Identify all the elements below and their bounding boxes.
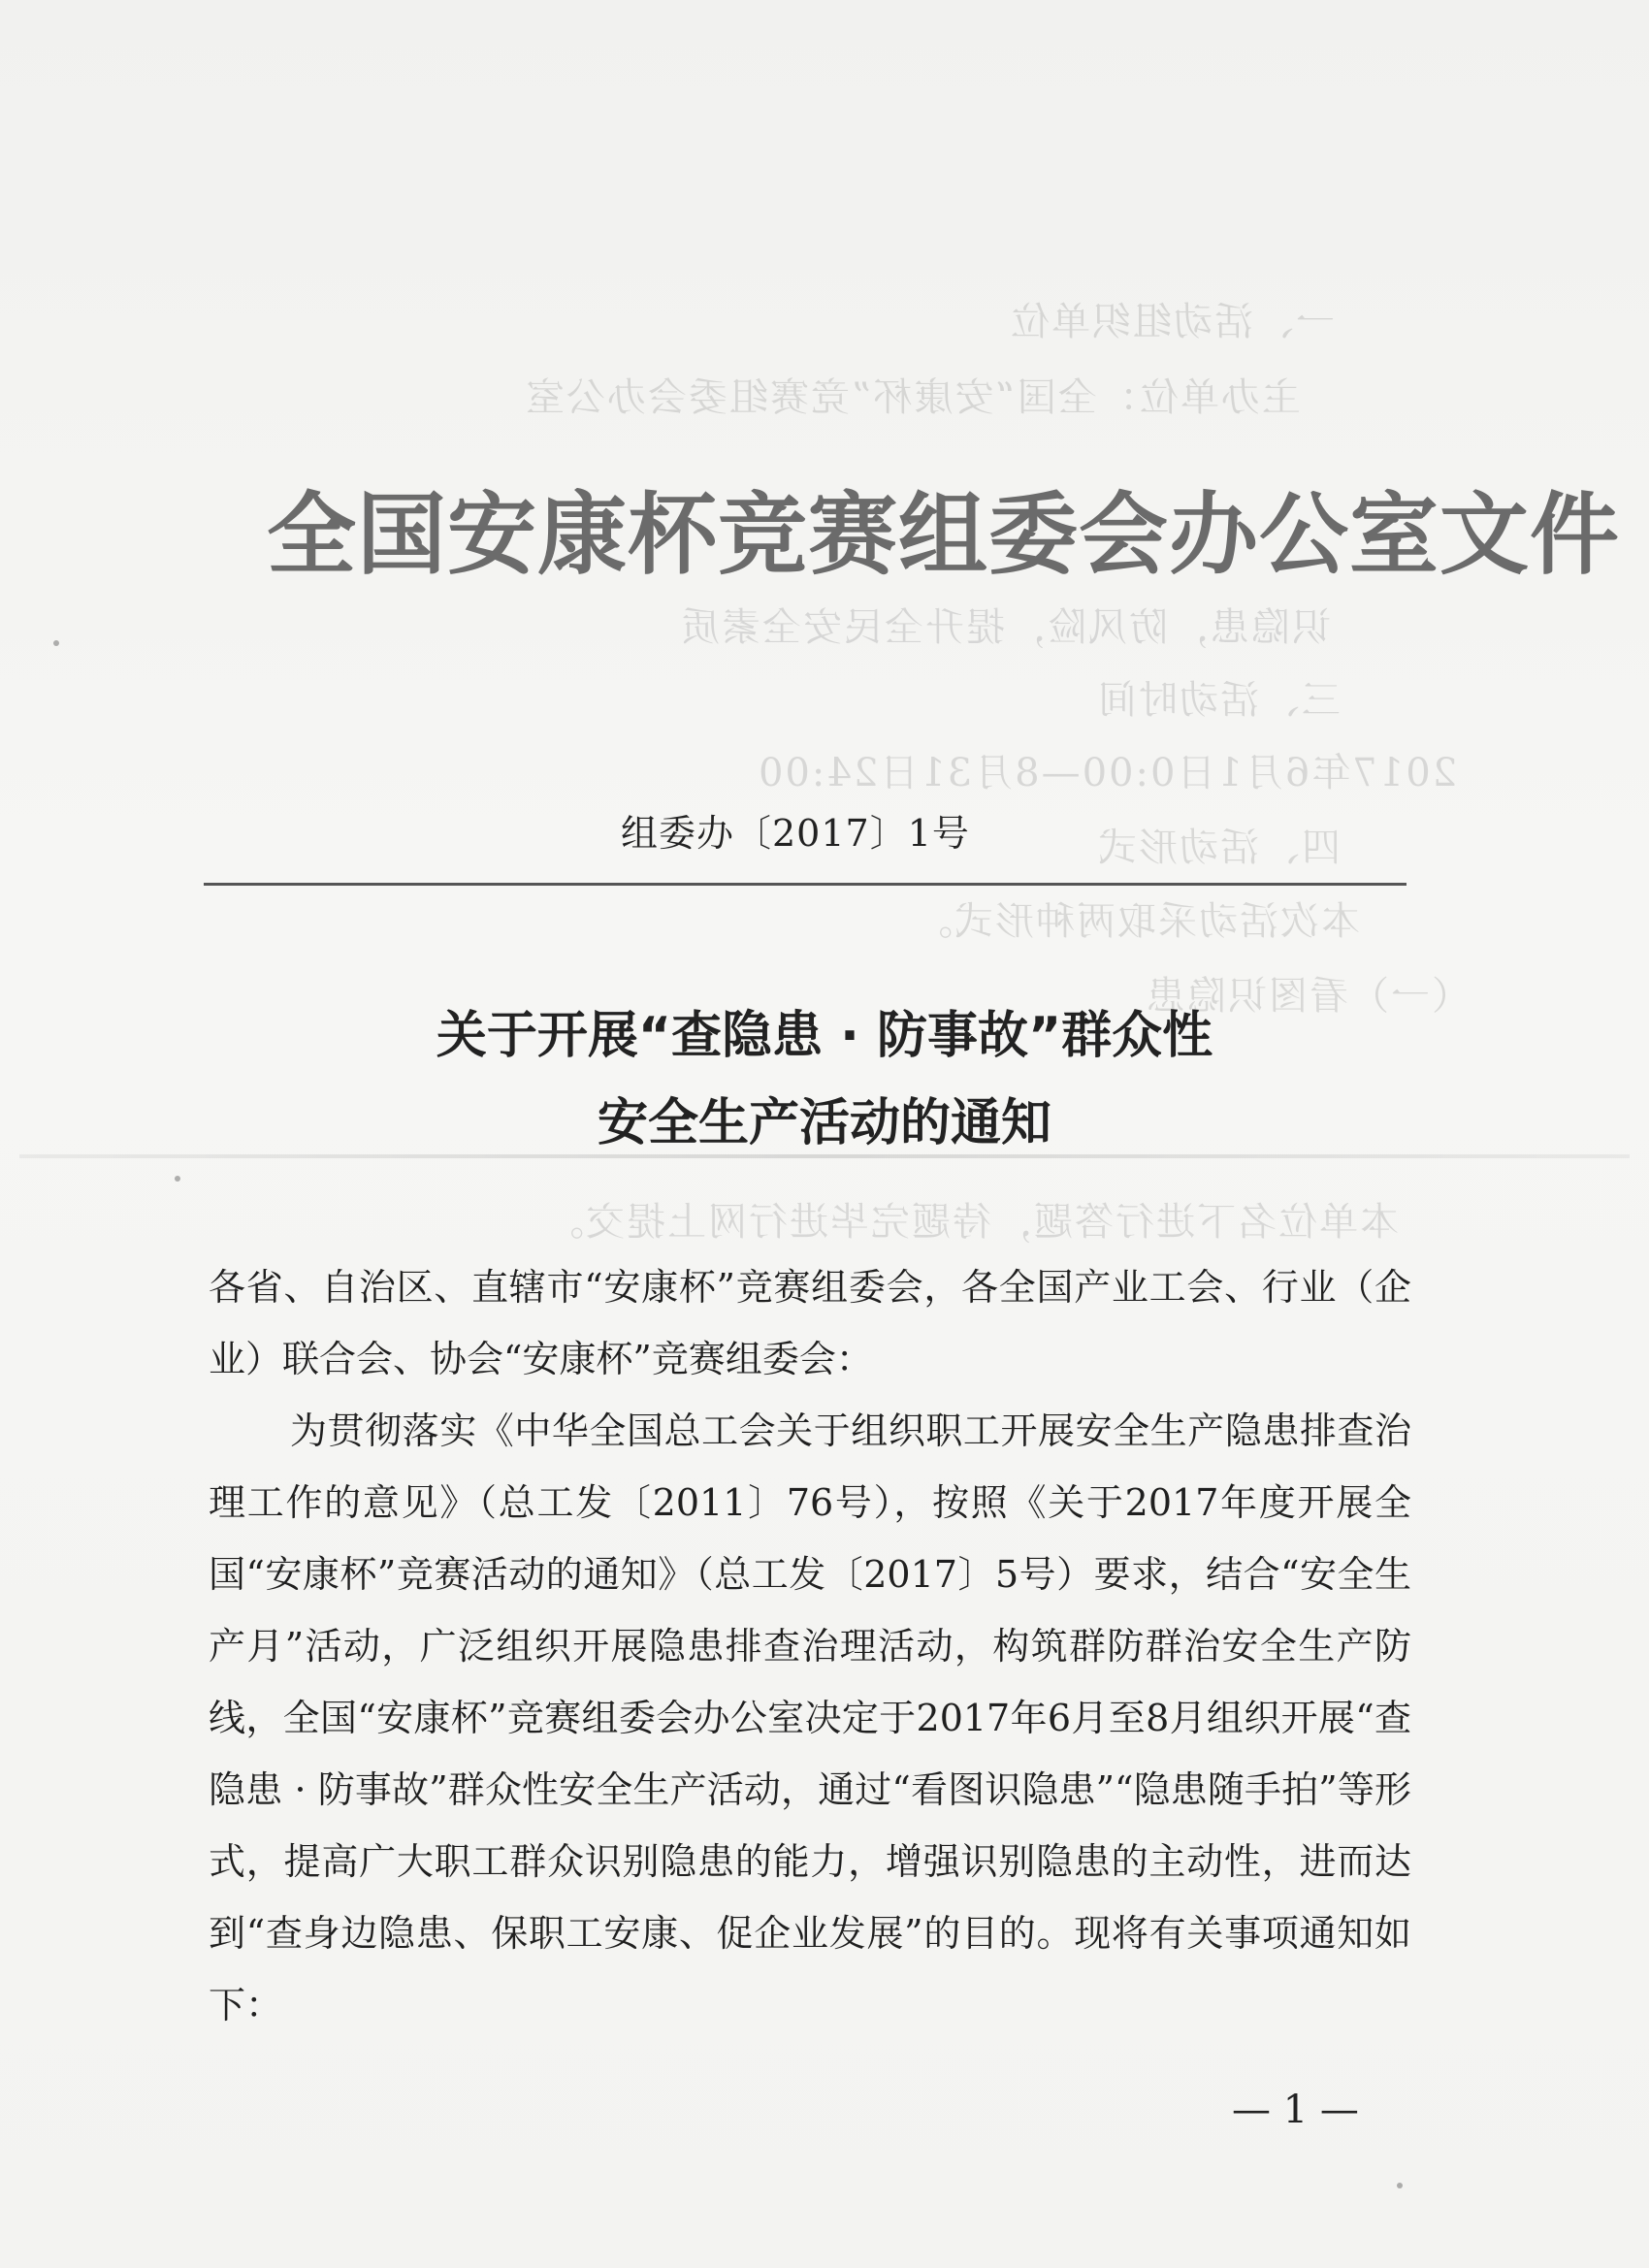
salutation: 各省、自治区、直辖市“安康杯”竞赛组委会，各全国产业工会、行业（企业）联合会、协会“安康杯”竞赛组委会： (209, 1266, 1411, 1380)
document-number: 组委办〔2017〕1号 (621, 812, 970, 855)
bleed-through-line: 三、活动时间 (1096, 678, 1341, 723)
body-paragraph: 为贯彻落实《中华全国总工会关于组织职工开展安全生产隐患排查治理工作的意见》（总工发〔2011〕76号），按照《关于2017年度开展全国“安康杯”竞赛活动的通知》（总工发〔2017〕5号）要求，结合“安全生产月”活动，广泛组织开展隐患排查治理活动，构筑群防群治安全生产防线，全国“安康杯”竞赛组委会办公室决定于2017年6月至8月组织开展“查隐患 · 防事故”群众性安全生产活动，通过“看图识隐患”“隐患随手拍”等形式，提高广大职工群众识别隐患的能力，增强识别隐患的主动性，进而达到“查身边隐患、保职工安康、促企业发展”的目的。现将有关事项通知如下： (209, 1409, 1411, 2026)
bleed-through-line: 一、活动组织单位 (1009, 300, 1335, 344)
paper-fold-line (19, 1154, 1630, 1158)
notice-title-line-1: 关于开展“查隐患 · 防事故”群众性 (436, 1007, 1213, 1065)
bleed-through-line: 2017年6月1日0:00—8月31日24:00 (757, 751, 1458, 795)
scan-speck (1397, 2183, 1403, 2188)
page-number: — 1 — (1232, 2088, 1359, 2132)
bleed-through-line: 四、活动形式 (1096, 826, 1341, 870)
scan-speck (53, 640, 59, 646)
bleed-through-line: 主办单位：全国“安康杯”竞赛组委会办公室 (524, 375, 1301, 420)
scan-speck (175, 1176, 180, 1182)
header-divider (204, 883, 1406, 886)
bleed-through-line: 识隐患，防风险，提升全民安全素质 (679, 605, 1331, 650)
bleed-through-line: 本单位名下进行答题，待题完毕进行网上提交。 (543, 1200, 1399, 1245)
document-header-title: 全国安康杯竞赛组委会办公室文件 (267, 483, 1621, 587)
notice-title-line-2: 安全生产活动的通知 (597, 1094, 1051, 1152)
bleed-through-line: 本次活动采取两种形式。 (912, 899, 1360, 944)
bleed-through-line: （一）看图识隐患 (1145, 974, 1471, 1019)
